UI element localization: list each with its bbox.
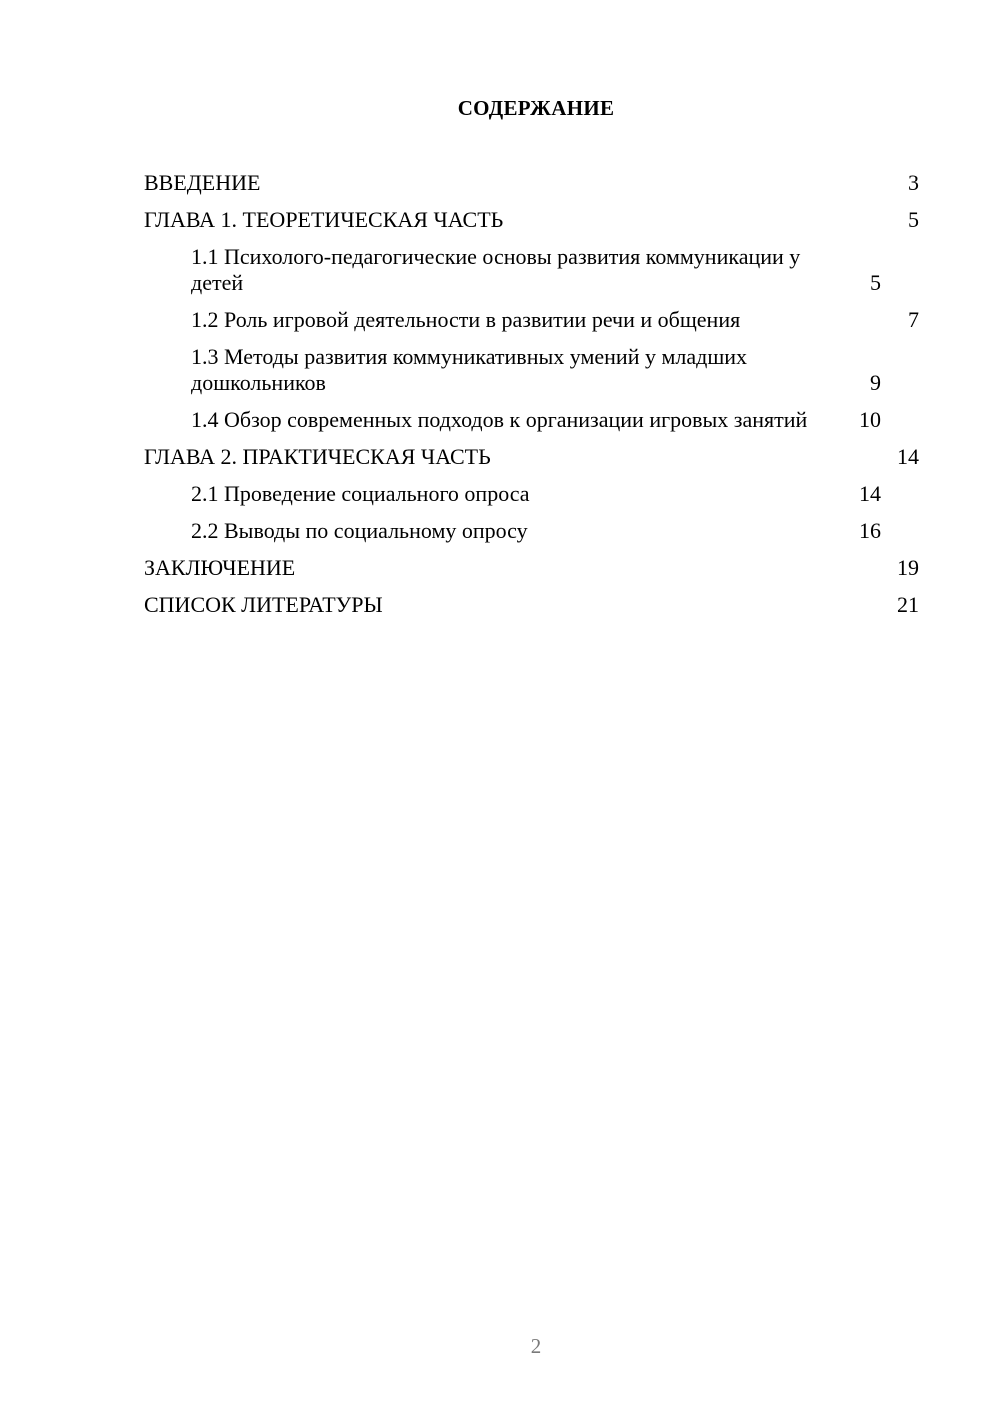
toc-entry-text: 1.4 Обзор современных подходов к организации игровых занятий xyxy=(191,407,808,432)
toc-entry-page: 14 xyxy=(897,444,919,469)
toc-entry-text: СПИСОК ЛИТЕРАТУРЫ xyxy=(144,592,383,617)
toc-entry-page: 10 xyxy=(859,407,881,432)
toc-entry-page: 21 xyxy=(897,592,919,617)
toc-entry-page: 5 xyxy=(908,207,919,232)
page-number: 2 xyxy=(530,1334,542,1358)
toc-entry-section-1-1[interactable] xyxy=(144,244,919,296)
toc-entry-page: 9 xyxy=(870,370,881,395)
toc-entry-text: 1.3 Методы развития коммуникативных умений у младших дошкольников xyxy=(191,344,748,395)
toc-entry-page: 16 xyxy=(859,518,881,543)
toc-entry-section-1-4[interactable] xyxy=(144,407,919,433)
toc-entry-conclusion[interactable] xyxy=(144,555,919,581)
page-title: СОДЕРЖАНИЕ xyxy=(457,96,615,120)
toc-entry-text: ЗАКЛЮЧЕНИЕ xyxy=(144,555,296,580)
toc-entry-page: 7 xyxy=(908,307,919,332)
toc-entry-text: ГЛАВА 2. ПРАКТИЧЕСКАЯ ЧАСТЬ xyxy=(144,444,491,469)
toc-entry-chapter-2[interactable] xyxy=(144,444,919,470)
toc-entry-text: ГЛАВА 1. ТЕОРЕТИЧЕСКАЯ ЧАСТЬ xyxy=(144,207,504,232)
toc-entry-text: 2.1 Проведение социального опроса xyxy=(191,481,530,506)
toc-entry-introduction[interactable] xyxy=(144,170,919,196)
toc-entry-references[interactable] xyxy=(144,592,919,618)
toc-entry-page: 19 xyxy=(897,555,919,580)
toc-entry-text: 1.1 Психолого-педагогические основы развития коммуникации у детей xyxy=(191,244,801,295)
toc-entry-section-2-2[interactable] xyxy=(144,518,919,544)
toc-entry-text: 2.2 Выводы по социальному опросу xyxy=(191,518,528,543)
table-of-contents xyxy=(144,170,919,629)
toc-entry-text: 1.2 Роль игровой деятельности в развитии речи и общения xyxy=(191,307,741,332)
toc-entry-page: 3 xyxy=(908,170,919,195)
toc-entry-page: 14 xyxy=(859,481,881,506)
toc-entry-text: ВВЕДЕНИЕ xyxy=(144,170,261,195)
toc-entry-chapter-1[interactable] xyxy=(144,207,919,233)
toc-entry-section-1-3[interactable] xyxy=(144,344,919,396)
toc-entry-page: 5 xyxy=(870,270,881,295)
toc-entry-section-2-1[interactable] xyxy=(144,481,919,507)
toc-entry-section-1-2[interactable] xyxy=(144,307,919,333)
